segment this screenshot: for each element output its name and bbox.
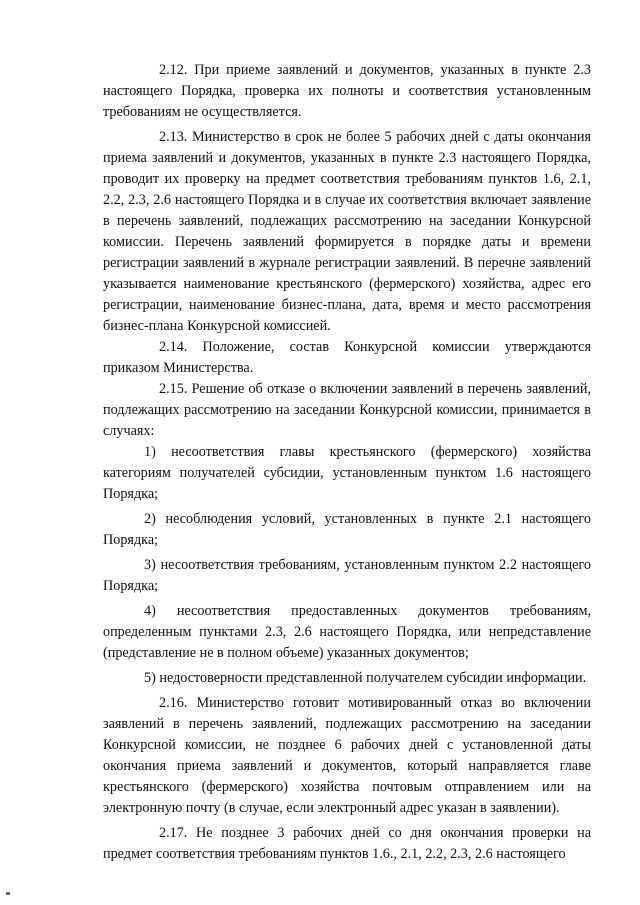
list-item-3: 3) несоответствия требованиям, установленным пунктом 2.2 настоящего Порядка; [103,557,591,594]
list-item-2: 2) несоблюдения условий, установленных в пункте 2.1 настоящего Порядка; [103,511,591,548]
list-item-1: 1) несоответствия главы крестьянского (фермерского) хозяйства категориям получателей субсидии, установленным пунктом 1.6 настоящего Порядка; [103,444,591,502]
list-item-5: 5) недостоверности представленной получателем субсидии информации. [144,670,587,686]
paragraph-2-13: 2.13. Министерство в срок не более 5 рабочих дней с даты окончания приема заявлений и документов, указанных в пункте 2.3 настоящего Порядка, проводит их проверку на предмет соответствия требованиям пунктов 1.6, 2.1, 2.2, 2.3, 2.6 настоящего Порядка и в случае их соответствия включает заявление в перечень заявлений, подлежащих рассмотрению на заседании Конкурсной комиссии. Перечень заявлений формируется в порядке даты и времени регистрации заявлений в журнале регистрации заявлений. В перечне заявлений указывается наименование крестьянского (фермерского) хозяйства, адрес его регистрации, наименование бизнес-плана, дата, время и место рассмотрения бизнес-плана Конкурсной комиссией. [103,129,591,334]
document-body [103,60,591,865]
scan-speck [6,892,10,895]
paragraph-2-16: 2.16. Министерство готовит мотивированный отказ во включении заявлений в перечень заявлений, подлежащих рассмотрению на заседании Конкурсной комиссии, не позднее 6 рабочих дней с установленной даты окончания приема заявлений и документов, который направляется главе крестьянского (фермерского) хозяйства почтовым отправлением или на электронную почту (в случае, если электронный адрес указан в заявлении). [103,695,591,816]
list-item-4: 4) несоответствия предоставленных документов требованиям, определенным пунктами 2.3, 2.6 настоящего Порядка, или непредставление (представление не в полном объеме) указанных документов; [103,603,591,661]
paragraph-2-15: 2.15. Решение об отказе о включении заявлений в перечень заявлений, подлежащих рассмотрению на заседании Конкурсной комиссии, принимается в случаях: [103,381,591,439]
paragraph-2-12: 2.12. При приеме заявлений и документов, указанных в пункте 2.3 настоящего Порядка, проверка их полноты и соответствия установленным требованиям не осуществляется. [103,62,591,120]
paragraph-2-17: 2.17. Не позднее 3 рабочих дней со дня окончания проверки на предмет соответствия требованиям пунктов 1.6., 2.1, 2.2, 2.3, 2.6 настоящего [103,825,591,862]
paragraph-2-14: 2.14. Положение, состав Конкурсной комиссии утверждаются приказом Министерства. [103,339,591,376]
